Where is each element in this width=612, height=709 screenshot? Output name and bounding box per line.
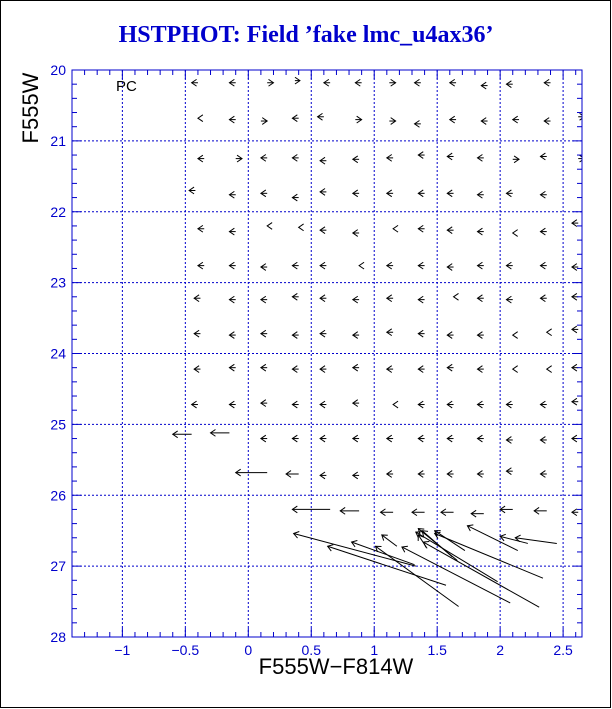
x-tick-label: 1: [370, 642, 379, 658]
x-tick-label: −0.5: [171, 642, 200, 658]
y-tick-label: 24: [50, 345, 66, 362]
x-tick-label: 0.5: [301, 642, 321, 658]
y-tick-label: 22: [50, 203, 66, 220]
chart-title: HSTPHOT: Field ’fake lmc_u4ax36’: [118, 22, 494, 48]
y-tick-label: 21: [50, 132, 66, 149]
y-tick-label: 20: [50, 62, 66, 78]
x-tick-label: 2: [496, 642, 505, 658]
x-tick-label: −1: [114, 642, 131, 658]
y-tick-label: 25: [50, 416, 66, 433]
x-tick-label: 1.5: [427, 642, 447, 658]
x-tick-label: 0: [244, 642, 253, 658]
x-axis-label: F555W−F814W: [258, 654, 414, 679]
y-tick-label: 28: [50, 629, 66, 645]
x-tick-label: 2.5: [553, 642, 573, 658]
y-tick-label: 23: [50, 274, 66, 291]
y-tick-label: 26: [50, 487, 66, 504]
y-tick-label: 27: [50, 558, 66, 575]
y-axis-label: F555W: [18, 72, 43, 144]
panel-label: PC: [116, 78, 137, 95]
